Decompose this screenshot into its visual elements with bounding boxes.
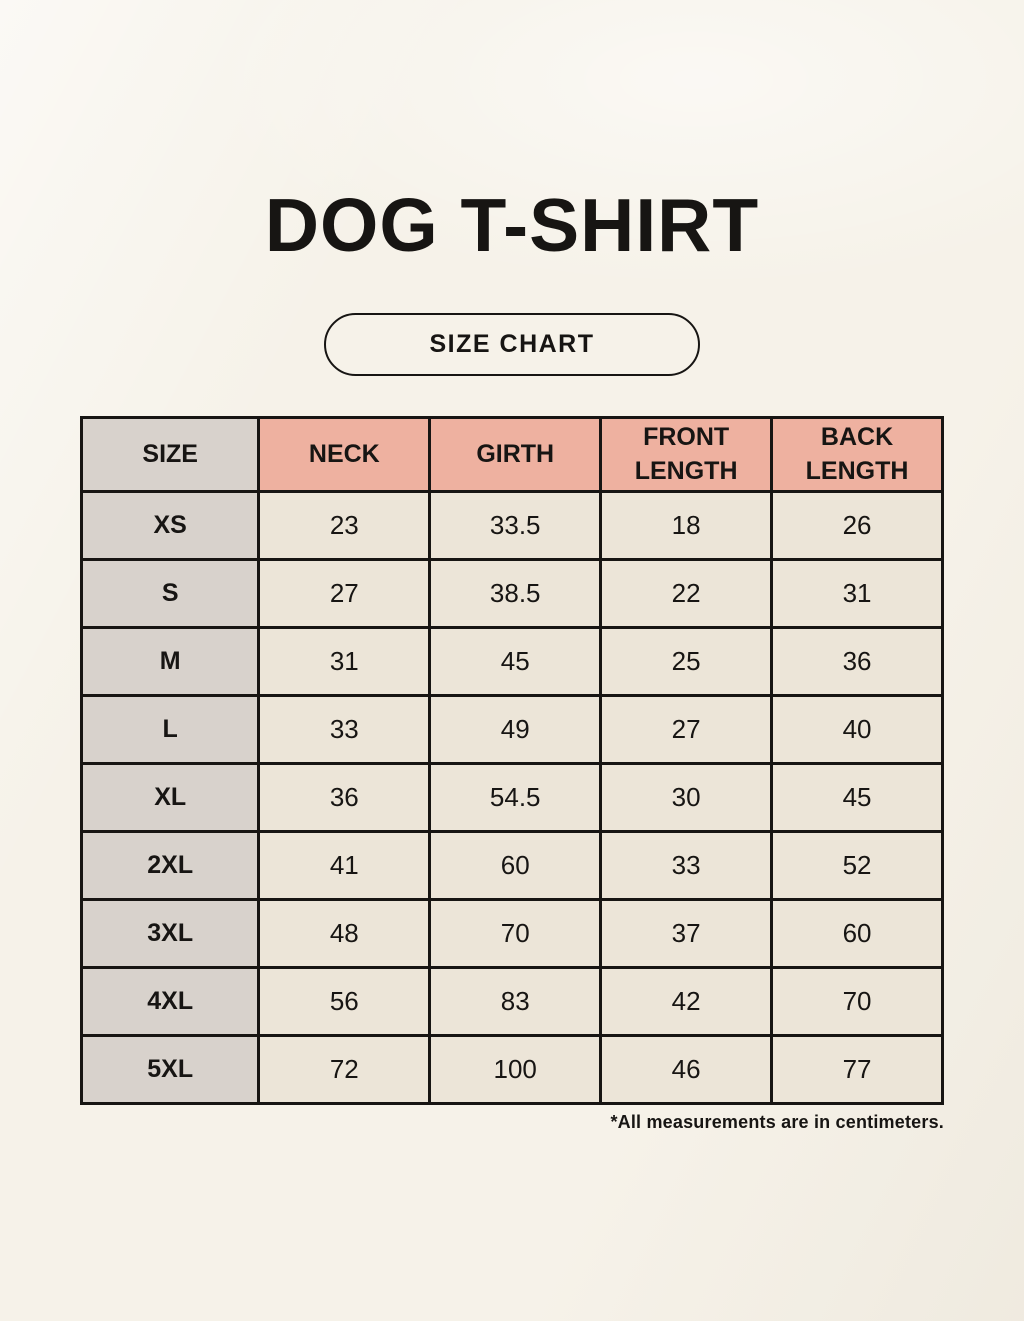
column-header-front-length: FRONT LENGTH [601, 418, 772, 492]
row-label: 2XL [82, 832, 259, 900]
table-cell: 60 [772, 900, 943, 968]
table-cell: 27 [259, 560, 430, 628]
column-header-size: SIZE [82, 418, 259, 492]
table-cell: 30 [601, 764, 772, 832]
table-cell: 46 [601, 1036, 772, 1104]
table-cell: 72 [259, 1036, 430, 1104]
row-label: L [82, 696, 259, 764]
table-cell: 77 [772, 1036, 943, 1104]
table-row [82, 628, 943, 696]
table-cell: 31 [259, 628, 430, 696]
table-cell: 54.5 [430, 764, 601, 832]
table-cell: 37 [601, 900, 772, 968]
table-cell: 42 [601, 968, 772, 1036]
table-cell: 25 [601, 628, 772, 696]
table-row [82, 900, 943, 968]
table-cell: 41 [259, 832, 430, 900]
row-label: XS [82, 492, 259, 560]
row-label: M [82, 628, 259, 696]
table-cell: 100 [430, 1036, 601, 1104]
table-row [82, 832, 943, 900]
column-header-neck: NECK [259, 418, 430, 492]
row-label: 3XL [82, 900, 259, 968]
size-table [80, 416, 944, 1105]
table-cell: 45 [772, 764, 943, 832]
table-cell: 33 [601, 832, 772, 900]
table-cell: 18 [601, 492, 772, 560]
table-cell: 26 [772, 492, 943, 560]
table-cell: 23 [259, 492, 430, 560]
table-cell: 33.5 [430, 492, 601, 560]
header-row [82, 418, 943, 492]
table-cell: 45 [430, 628, 601, 696]
table-cell: 52 [772, 832, 943, 900]
table-row [82, 764, 943, 832]
table-cell: 56 [259, 968, 430, 1036]
table-cell: 31 [772, 560, 943, 628]
table-row [82, 696, 943, 764]
table-cell: 38.5 [430, 560, 601, 628]
table-row [82, 560, 943, 628]
row-label: S [82, 560, 259, 628]
size-chart-badge: SIZE CHART [324, 313, 700, 376]
table-cell: 48 [259, 900, 430, 968]
row-label: 4XL [82, 968, 259, 1036]
table-row [82, 1036, 943, 1104]
column-header-back-length: BACK LENGTH [772, 418, 943, 492]
measurements-footnote: *All measurements are in centimeters. [610, 1112, 944, 1132]
table-cell: 60 [430, 832, 601, 900]
page-title: DOG T-SHIRT [264, 183, 760, 267]
column-header-girth: GIRTH [430, 418, 601, 492]
table-cell: 36 [772, 628, 943, 696]
table-cell: 49 [430, 696, 601, 764]
row-label: 5XL [82, 1036, 259, 1104]
table-cell: 33 [259, 696, 430, 764]
table-cell: 36 [259, 764, 430, 832]
table-cell: 70 [430, 900, 601, 968]
row-label: XL [82, 764, 259, 832]
table-row [82, 492, 943, 560]
table-row [82, 968, 943, 1036]
table-cell: 27 [601, 696, 772, 764]
table-cell: 83 [430, 968, 601, 1036]
table-cell: 40 [772, 696, 943, 764]
badge-container [0, 313, 1024, 376]
table-cell: 22 [601, 560, 772, 628]
table-cell: 70 [772, 968, 943, 1036]
